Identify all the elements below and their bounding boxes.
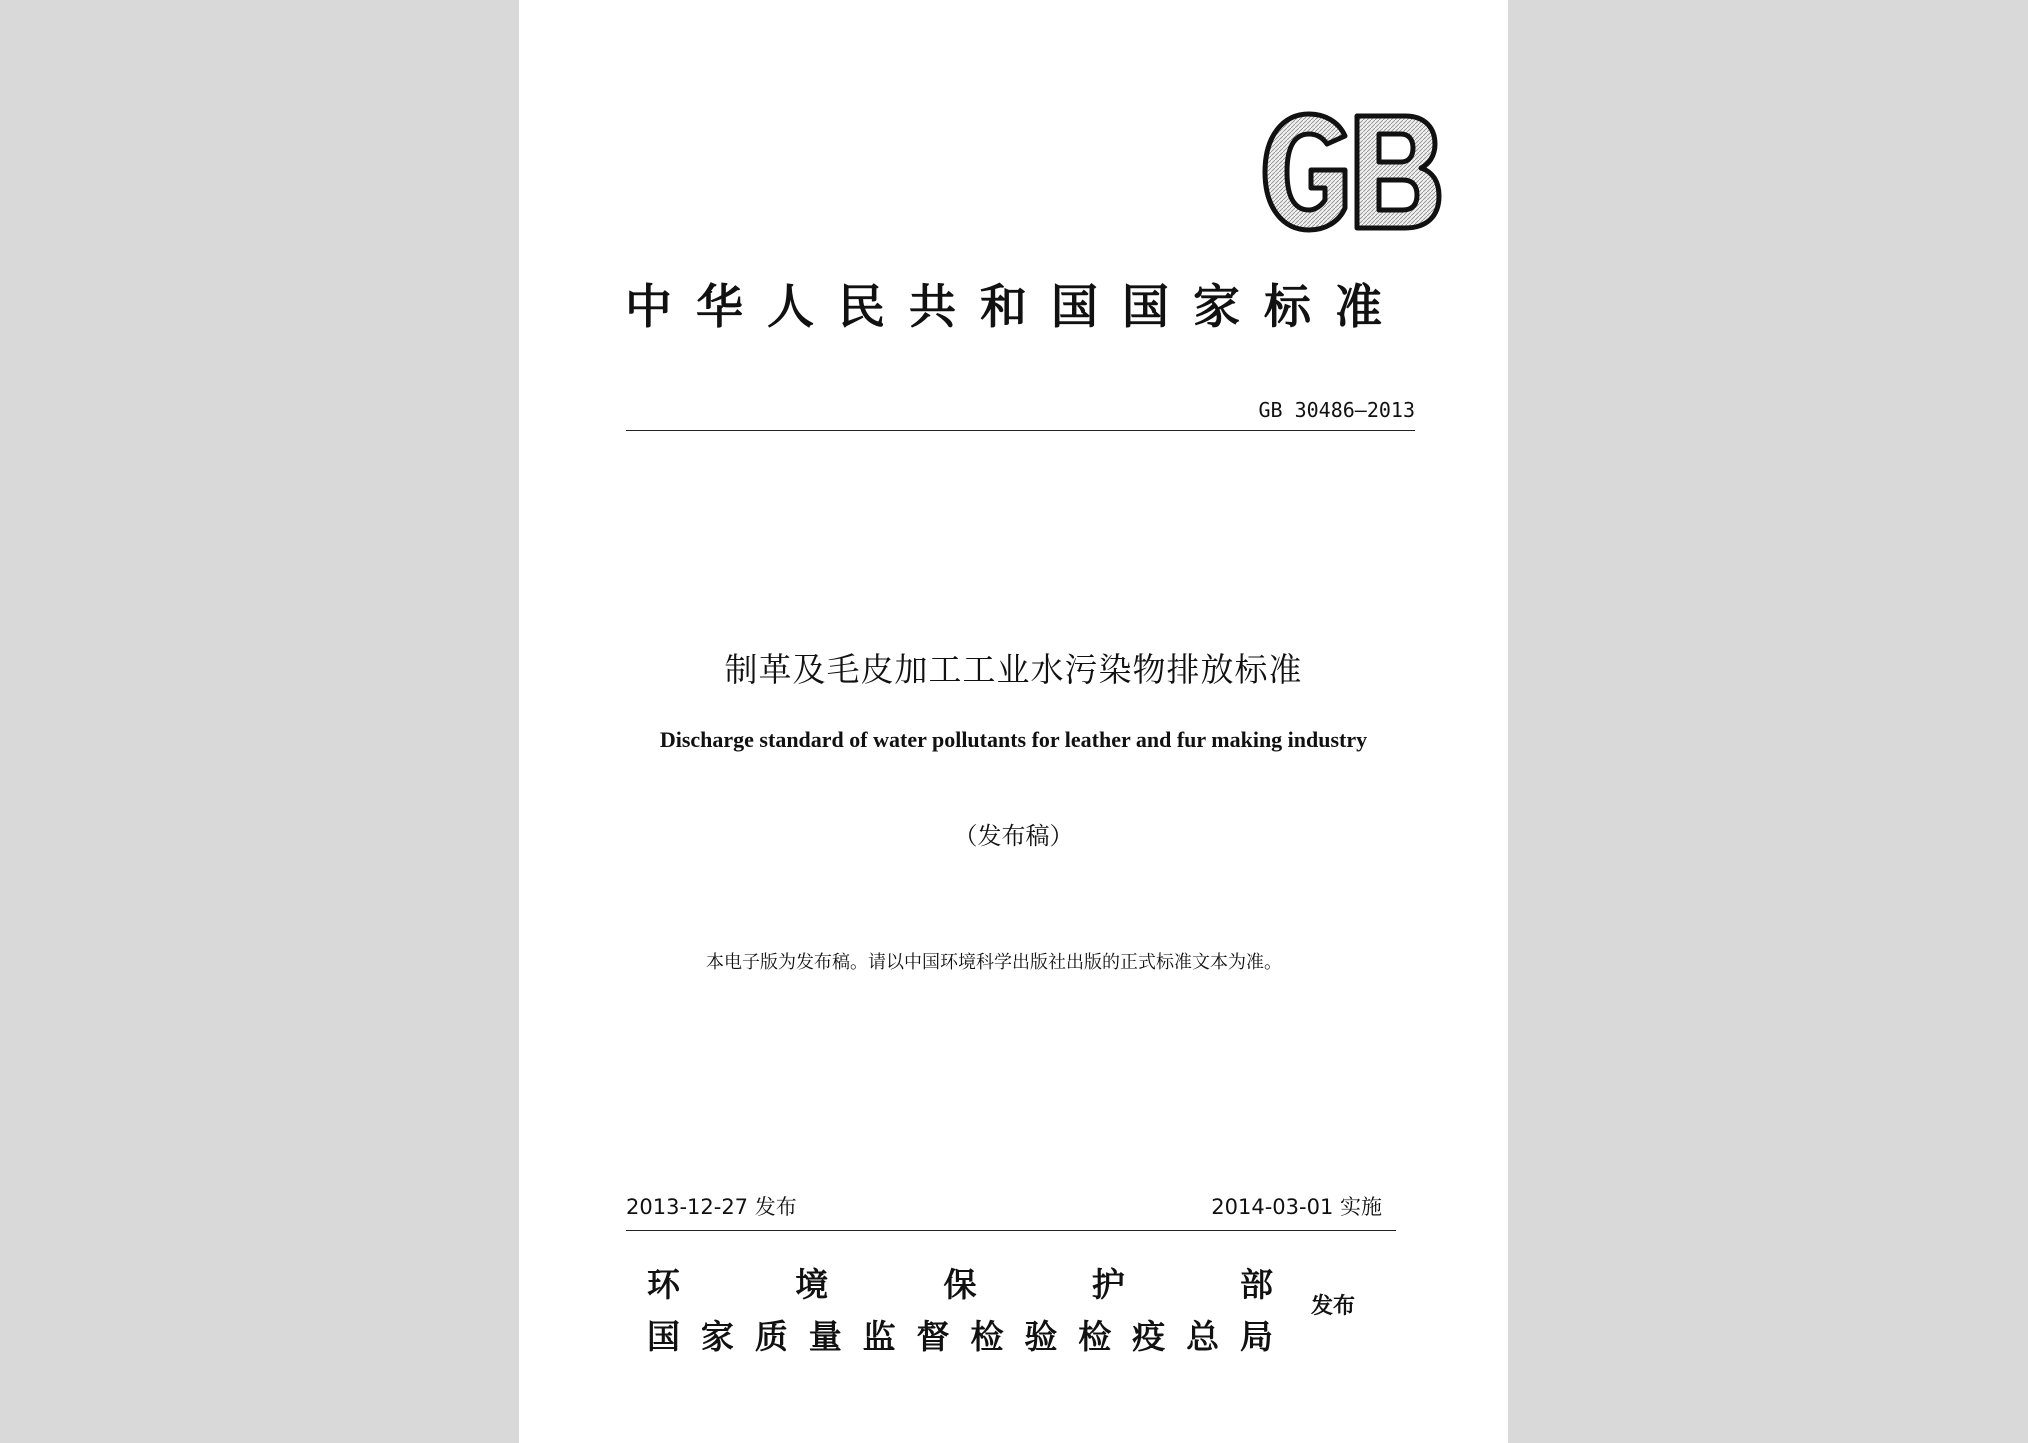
footer-divider	[626, 1230, 1396, 1231]
issuer-char: 总	[1186, 1317, 1220, 1356]
document-title-en: Discharge standard of water pollutants for leather and fur making industry	[659, 727, 1368, 752]
national-standard-title: 中华人民共和国国家标准	[625, 280, 1406, 335]
header-divider	[626, 430, 1415, 431]
issuer-char: 护	[1091, 1265, 1125, 1304]
issuer-ministry-of-environmental-protection	[647, 1264, 1273, 1306]
issuer-char: 境	[795, 1265, 829, 1304]
effective-date: 2014-03-01 实施	[1211, 1195, 1382, 1219]
issuer-char: 国	[647, 1317, 680, 1356]
issuer-char: 验	[1024, 1317, 1058, 1356]
gb-standard-logo-icon	[1259, 108, 1445, 236]
issuer-char: 检	[1078, 1317, 1112, 1356]
issuer-char: 部	[1240, 1265, 1273, 1304]
issuer-char: 督	[916, 1317, 950, 1356]
issuer-char: 保	[943, 1265, 977, 1304]
publish-label: 发布	[1311, 1294, 1356, 1319]
issuer-char: 环	[647, 1265, 680, 1304]
draft-label: （发布稿）	[953, 822, 1074, 850]
edition-notice: 本电子版为发布稿。请以中国环境科学出版社出版的正式标准文本为准。	[706, 952, 1282, 973]
issuer-char: 质	[754, 1317, 788, 1356]
issuer-char: 量	[808, 1317, 842, 1356]
standard-number: GB 30486—2013	[1258, 398, 1415, 422]
issuer-char: 家	[700, 1317, 734, 1356]
document-page	[519, 0, 1508, 1443]
release-date: 2013-12-27 发布	[626, 1195, 797, 1219]
issuer-char: 疫	[1132, 1317, 1166, 1356]
issuer-char: 局	[1239, 1317, 1273, 1356]
issuer-char: 监	[862, 1317, 896, 1356]
document-title-cn: 制革及毛皮加工工业水污染物排放标准	[724, 650, 1303, 689]
issuer-aqsiq	[647, 1316, 1273, 1358]
issuer-char: 检	[970, 1317, 1004, 1356]
